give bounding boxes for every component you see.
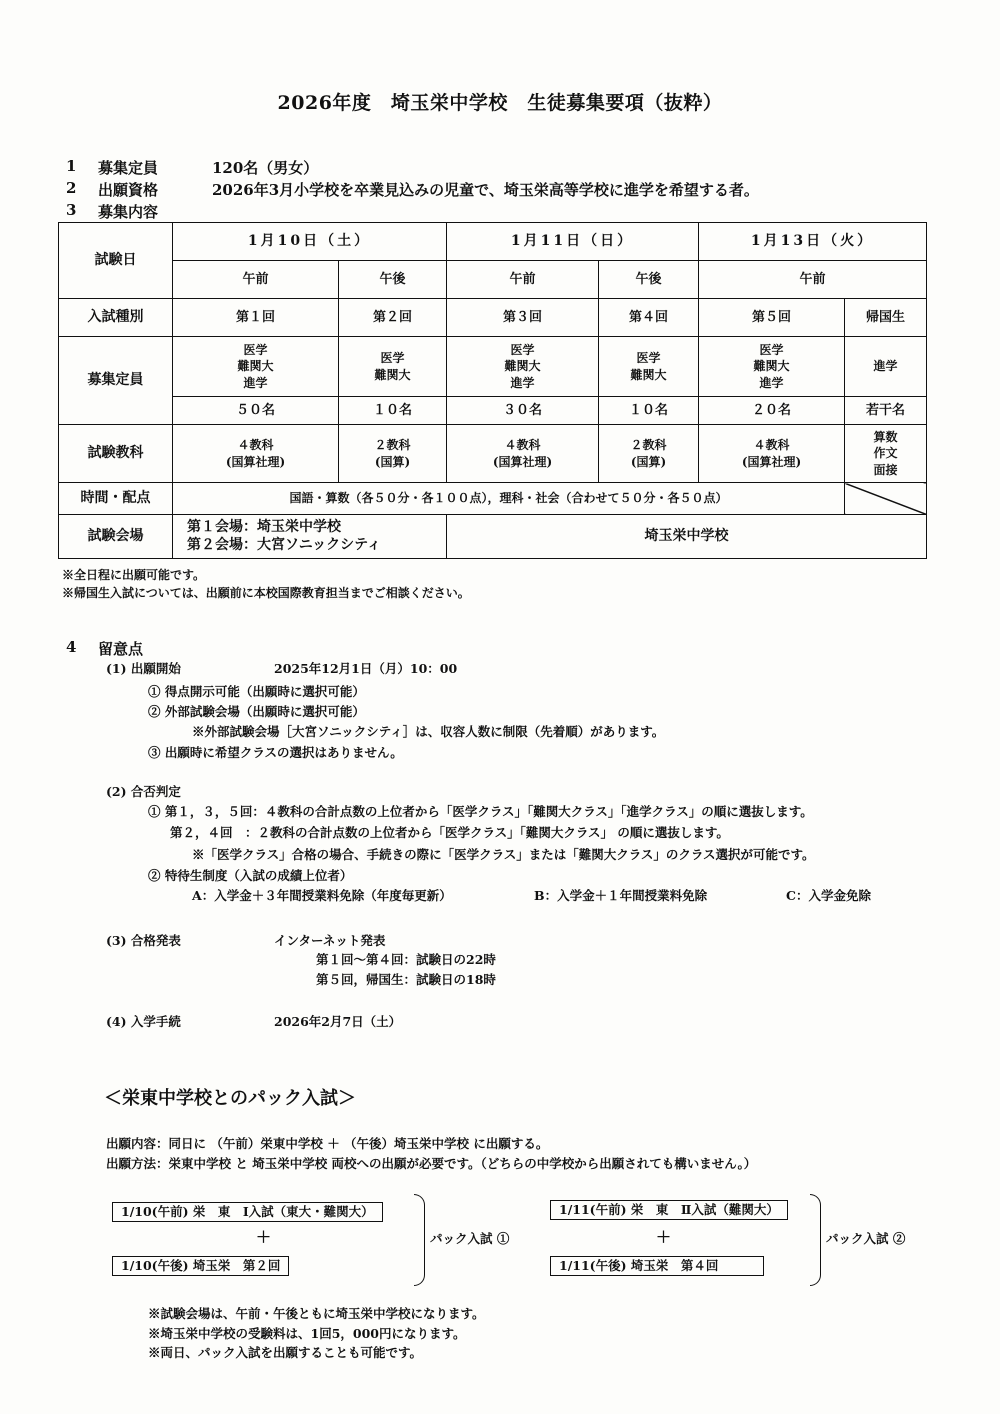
point-2-label: (2) 合否判定 <box>106 784 181 799</box>
pack-1-brace <box>414 1194 425 1286</box>
announcement-time-1: 第１回～第４回：試験日の22時 <box>316 952 496 967</box>
venue-2: 第２会場：大宮ソニックシティ <box>187 536 382 553</box>
page-title: 2026年度 埼玉栄中学校 生徒募集要項（抜粋） <box>277 92 723 114</box>
point-2-b: ② 特待生制度（入試の成績上位者） <box>148 868 353 883</box>
capacity-count: １０名 <box>599 397 699 425</box>
course-list: 医学 難関大 <box>339 337 447 397</box>
pack-application-content: 出願内容：同日に （午前）栄東中学校 ＋ （午後）埼玉栄中学校 に出願する。 <box>106 1136 549 1151</box>
pack-2-afternoon-exam: 1/11(午後) 埼玉栄 第４回 <box>550 1256 764 1276</box>
point-2-a: ① 第１，３，５回：４教科の合計点数の上位者から「医学クラス」「難関大クラス」「進学クラス」の順に選抜します。 <box>148 804 813 819</box>
section-3-label: 募集内容 <box>98 203 159 221</box>
exam-date-2: 1月11日（日） <box>447 223 699 261</box>
subjects-cell: 算数 作文 面接 <box>845 425 927 483</box>
point-2-a-note: ※「医学クラス」合格の場合、手続きの際に「医学クラス」または「難関大クラス」のクラス選択が可能です。 <box>192 847 815 862</box>
section-1-label: 募集定員 <box>98 159 159 177</box>
pack-1-label: パック入試 ① <box>430 1231 510 1246</box>
section-2-number: 2 <box>66 179 77 197</box>
subjects-cell: ４教科 (国算社理) <box>699 425 845 483</box>
scholarship-a: A：入学金＋３年間授業料免除（年度毎更新） <box>192 888 452 903</box>
announcement-method: インターネット発表 <box>274 933 386 948</box>
section-3-number: 3 <box>66 201 77 219</box>
session-am: 午前 <box>699 261 927 299</box>
row-header-venue <box>59 515 173 559</box>
venue-header-label: 試験会場 <box>87 528 144 545</box>
exam-type: 第３回 <box>447 299 599 337</box>
exam-type: 第１回 <box>173 299 339 337</box>
row-header-subjects: 試験教科 <box>59 425 173 483</box>
application-start: 2025年12月1日（月）10：00 <box>274 661 458 676</box>
point-2-a2: 第２，４回 ：２教科の合計点数の上位者から「医学クラス」「難関大クラス」 の順に選抜します。 <box>170 825 729 840</box>
subjects-cell: ２教科 (国算) <box>339 425 447 483</box>
capacity-count: ２０名 <box>699 397 845 425</box>
exam-type: 第５回 <box>699 299 845 337</box>
section-4-number: 4 <box>66 638 77 656</box>
row-header-exam-date: 試験日 <box>59 223 173 299</box>
course-list: 医学 難関大 進学 <box>173 337 339 397</box>
point-1-b-note: ※外部試験会場［大宮ソニックシティ］は、収容人数に制限（先着順）があります。 <box>192 724 665 739</box>
session-pm: 午後 <box>339 261 447 299</box>
session-am: 午前 <box>447 261 599 299</box>
pack-1-morning-exam: 1/10(午前) 栄 東 Ⅰ入試（東大・難関大） <box>112 1202 383 1222</box>
session-am: 午前 <box>173 261 339 299</box>
point-3-label: (3) 合格発表 <box>106 933 181 948</box>
point-1-b: ② 外部試験会場（出願時に選択可能） <box>148 704 365 719</box>
pack-2-label: パック入試 ② <box>826 1231 906 1246</box>
capacity-count: ３０名 <box>447 397 599 425</box>
subjects-cell: ２教科 (国算) <box>599 425 699 483</box>
row-header-exam-type: 入試種別 <box>59 299 173 337</box>
subjects-cell: ４教科 (国算社理) <box>173 425 339 483</box>
section-1-value: 120名（男女） <box>212 159 319 177</box>
section-1-number: 1 <box>66 157 77 175</box>
exam-date-3: 1月13日（火） <box>699 223 927 261</box>
section-2-label: 出願資格 <box>98 181 159 199</box>
table-note: ※全日程に出願可能です。 <box>62 568 206 582</box>
point-1-a: ① 得点開示可能（出願時に選択可能） <box>148 684 365 699</box>
row-header-capacity: 募集定員 <box>59 337 173 425</box>
scholarship-b: B：入学金＋１年間授業料免除 <box>534 888 708 903</box>
table-note: ※帰国生入試については、出願前に本校国際教育担当までご相談ください。 <box>62 586 470 600</box>
scholarship-c: C：入学金免除 <box>786 888 871 903</box>
pack-exam-heading: ＜栄東中学校とのパック入試＞ <box>104 1088 356 1109</box>
exam-type: 第４回 <box>599 299 699 337</box>
pack-1-afternoon-exam: 1/10(午後) 埼玉栄 第２回 <box>112 1256 289 1276</box>
section-2-value: 2026年3月小学校を卒業見込みの児童で、埼玉栄高等学校に進学を希望する者。 <box>212 181 759 199</box>
subjects-cell: ４教科 (国算社理) <box>447 425 599 483</box>
row-header-time-scoring: 時間・配点 <box>59 483 173 515</box>
announcement-time-2: 第５回，帰国生：試験日の18時 <box>316 972 496 987</box>
course-list: 進学 <box>845 337 927 397</box>
point-1-label: (1) 出願開始 <box>106 661 181 676</box>
section-4-label: 留意点 <box>98 640 144 658</box>
pack-note: ※埼玉栄中学校の受験料は、1回5，000円になります。 <box>148 1326 466 1341</box>
pack-2-morning-exam: 1/11(午前) 栄 東 Ⅱ入試（難関大） <box>550 1200 788 1220</box>
venue-day1 <box>173 515 447 559</box>
plus-sign: ＋ <box>256 1228 272 1246</box>
capacity-count: ５０名 <box>173 397 339 425</box>
recruitment-table <box>58 222 927 559</box>
pack-note: ※両日、パック入試を出願することも可能です。 <box>148 1345 423 1360</box>
course-list: 医学 難関大 <box>599 337 699 397</box>
time-scoring-text: 国語・算数（各５０分・各１００点），理科・社会（合わせて５０分・各５０点） <box>173 483 845 515</box>
exam-date-1: 1月10日（土） <box>173 223 447 261</box>
venue-day2-3: 埼玉栄中学校 <box>447 515 927 559</box>
empty-diagonal-cell <box>845 483 927 515</box>
point-1-c: ③ 出願時に希望クラスの選択はありません。 <box>148 745 403 760</box>
pack-2-brace <box>810 1194 821 1286</box>
point-4-label: (4) 入学手続 <box>106 1014 181 1029</box>
session-pm: 午後 <box>599 261 699 299</box>
pack-application-method: 出願方法：栄東中学校 と 埼玉栄中学校 両校への出願が必要です。（どちらの中学校から出願されても構いません。） <box>106 1156 757 1171</box>
exam-type: 第２回 <box>339 299 447 337</box>
course-list: 医学 難関大 進学 <box>699 337 845 397</box>
exam-type: 帰国生 <box>845 299 927 337</box>
enrollment-date: 2026年2月7日（土） <box>274 1014 402 1029</box>
capacity-count: １０名 <box>339 397 447 425</box>
course-list: 医学 難関大 進学 <box>447 337 599 397</box>
plus-sign: ＋ <box>656 1228 672 1246</box>
venue-1: 第１会場：埼玉栄中学校 <box>187 519 341 535</box>
pack-note: ※試験会場は、午前・午後ともに埼玉栄中学校になります。 <box>148 1306 485 1321</box>
capacity-count: 若干名 <box>845 397 927 425</box>
